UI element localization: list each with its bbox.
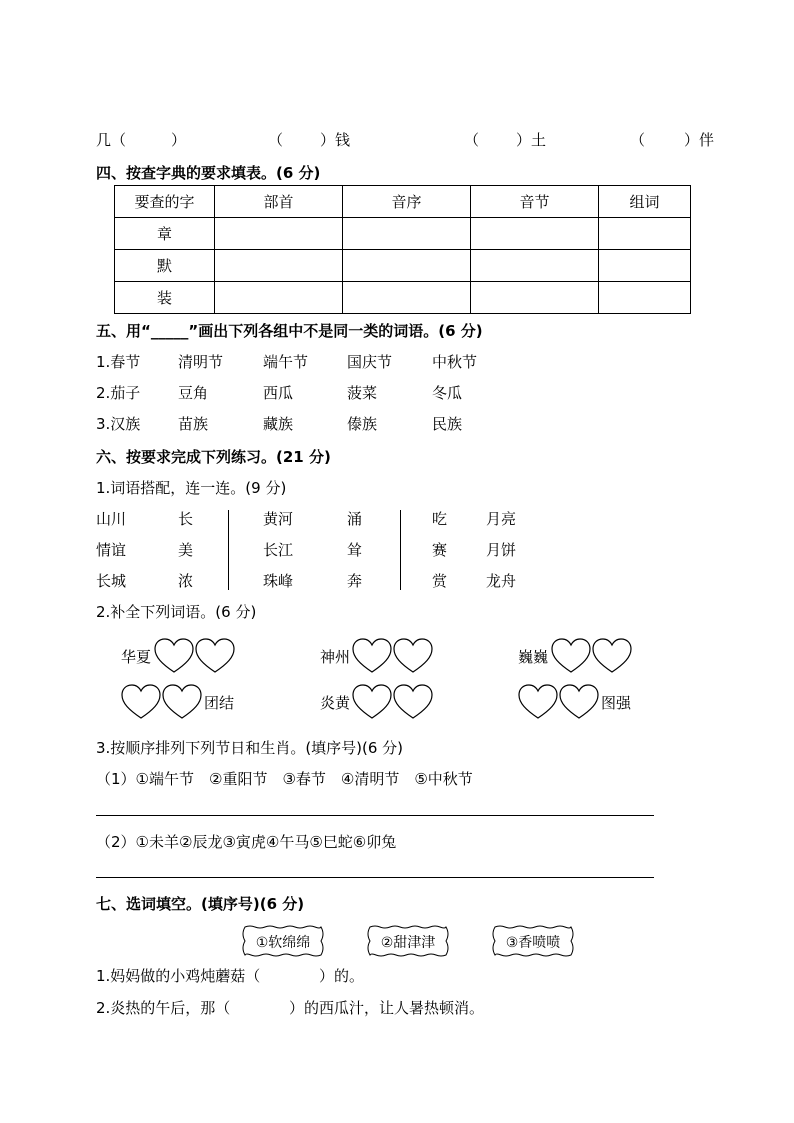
word[interactable]: 1.春节	[96, 353, 141, 371]
match-word[interactable]: 情谊	[96, 541, 127, 559]
word[interactable]: 端午节	[263, 353, 309, 371]
match-word[interactable]: 美	[178, 541, 194, 559]
word[interactable]: 西瓜	[263, 384, 294, 402]
table-header: 音节	[471, 186, 599, 218]
match-word[interactable]: 赏	[432, 572, 448, 590]
table-cell[interactable]	[471, 282, 599, 314]
match-word[interactable]: 奔	[347, 572, 363, 590]
sentence-2	[96, 997, 516, 1017]
fill-text: （	[268, 131, 284, 149]
table-header: 音序	[343, 186, 471, 218]
table-cell[interactable]	[215, 282, 343, 314]
column-divider	[400, 510, 401, 590]
fill-row	[96, 129, 736, 149]
option-label: ②甜津津	[380, 935, 436, 951]
q2-title: 2.补全下列词语。(6 分)	[96, 603, 257, 621]
match-word[interactable]: 龙舟	[486, 572, 517, 590]
fill-text: 几（	[96, 131, 127, 149]
table-cell[interactable]	[599, 282, 691, 314]
match-word[interactable]: 月饼	[486, 541, 517, 559]
table-cell[interactable]	[471, 250, 599, 282]
table-cell[interactable]	[343, 218, 471, 250]
word-suffix: 团结	[204, 694, 235, 712]
table-cell[interactable]	[599, 218, 691, 250]
word[interactable]: 苗族	[178, 415, 209, 433]
dictionary-table	[114, 185, 691, 314]
fill-text: ）钱	[320, 131, 351, 149]
heart-blank-icon[interactable]	[352, 638, 392, 674]
word[interactable]: 民族	[432, 415, 463, 433]
match-word[interactable]: 长城	[96, 572, 127, 590]
table-cell[interactable]	[343, 282, 471, 314]
table-header: 要查的字	[115, 186, 215, 218]
word-prefix: 炎黄	[320, 694, 351, 712]
heart-blank-icon[interactable]	[195, 638, 235, 674]
option-label: ①软绵绵	[255, 935, 311, 951]
table-cell-char: 章	[115, 218, 215, 250]
sentence-text: ）的西瓜汁，让人暑热顿消。	[289, 999, 485, 1017]
word[interactable]: 豆角	[178, 384, 209, 402]
match-word[interactable]: 月亮	[486, 510, 517, 528]
heart-blank-icon[interactable]	[121, 684, 161, 720]
column-divider	[228, 510, 229, 590]
word[interactable]: 国庆节	[347, 353, 393, 371]
fill-text: ）土	[516, 131, 547, 149]
q1-title: 1.词语搭配，连一连。(9 分)	[96, 479, 287, 497]
table-cell[interactable]	[343, 250, 471, 282]
option-box	[241, 925, 325, 957]
match-word[interactable]: 吃	[432, 510, 448, 528]
section4-heading: 四、按查字典的要求填表。(6 分)	[96, 164, 321, 182]
match-word[interactable]: 山川	[96, 510, 127, 528]
sentence-text: ）的。	[319, 967, 365, 985]
table-cell[interactable]	[215, 218, 343, 250]
word[interactable]: 冬瓜	[432, 384, 463, 402]
word[interactable]: 藏族	[263, 415, 294, 433]
heart-blank-icon[interactable]	[162, 684, 202, 720]
word[interactable]: 清明节	[178, 353, 224, 371]
option-box	[491, 925, 575, 957]
q3-zodiac: （2）①未羊②辰龙③寅虎④午马⑤巳蛇⑥卯兔	[96, 833, 397, 851]
match-word[interactable]: 耸	[347, 541, 363, 559]
word-prefix: 华夏	[121, 648, 152, 666]
word[interactable]: 傣族	[347, 415, 378, 433]
option-box	[366, 925, 450, 957]
table-header: 组词	[599, 186, 691, 218]
section5-heading: 五、用“_____”画出下列各组中不是同一类的词语。(6 分)	[96, 322, 483, 340]
match-word[interactable]: 赛	[432, 541, 448, 559]
sentence-text: 2.炎热的午后，那（	[96, 999, 231, 1017]
word-suffix: 图强	[601, 694, 632, 712]
sentence-1	[96, 965, 496, 985]
q3-festivals: （1）①端午节 ②重阳节 ③春节 ④清明节 ⑤中秋节	[96, 770, 473, 788]
match-word[interactable]: 珠峰	[263, 572, 294, 590]
match-word[interactable]: 长江	[263, 541, 294, 559]
sentence-text: 1.妈妈做的小鸡炖蘑菇（	[96, 967, 261, 985]
answer-line[interactable]	[96, 815, 654, 816]
heart-blank-icon[interactable]	[154, 638, 194, 674]
heart-blank-icon[interactable]	[352, 684, 392, 720]
section6-heading: 六、按要求完成下列练习。(21 分)	[96, 448, 331, 466]
heart-blank-icon[interactable]	[551, 638, 591, 674]
word-prefix: 巍巍	[518, 648, 549, 666]
table-cell[interactable]	[599, 250, 691, 282]
q3-title: 3.按顺序排列下列节日和生肖。(填序号)(6 分)	[96, 739, 404, 757]
heart-blank-icon[interactable]	[559, 684, 599, 720]
heart-blank-icon[interactable]	[393, 684, 433, 720]
match-word[interactable]: 长	[178, 510, 194, 528]
fill-text: （	[464, 131, 480, 149]
section7-heading: 七、选词填空。(填序号)(6 分)	[96, 895, 305, 913]
table-header: 部首	[215, 186, 343, 218]
table-cell-char: 装	[115, 282, 215, 314]
fill-text: ）	[171, 131, 187, 149]
table-cell-char: 默	[115, 250, 215, 282]
heart-blank-icon[interactable]	[393, 638, 433, 674]
word-prefix: 神州	[320, 648, 351, 666]
fill-text: （	[630, 131, 646, 149]
table-cell[interactable]	[471, 218, 599, 250]
option-label: ③香喷喷	[505, 935, 561, 951]
word[interactable]: 菠菜	[347, 384, 378, 402]
match-word[interactable]: 浓	[178, 572, 194, 590]
word[interactable]: 3.汉族	[96, 415, 141, 433]
word[interactable]: 2.茄子	[96, 384, 141, 402]
match-word[interactable]: 黄河	[263, 510, 294, 528]
heart-blank-icon[interactable]	[518, 684, 558, 720]
word[interactable]: 中秋节	[432, 353, 478, 371]
heart-blank-icon[interactable]	[592, 638, 632, 674]
answer-line[interactable]	[96, 877, 654, 878]
table-cell[interactable]	[215, 250, 343, 282]
fill-text: ）伴	[684, 131, 715, 149]
match-word[interactable]: 涌	[347, 510, 363, 528]
